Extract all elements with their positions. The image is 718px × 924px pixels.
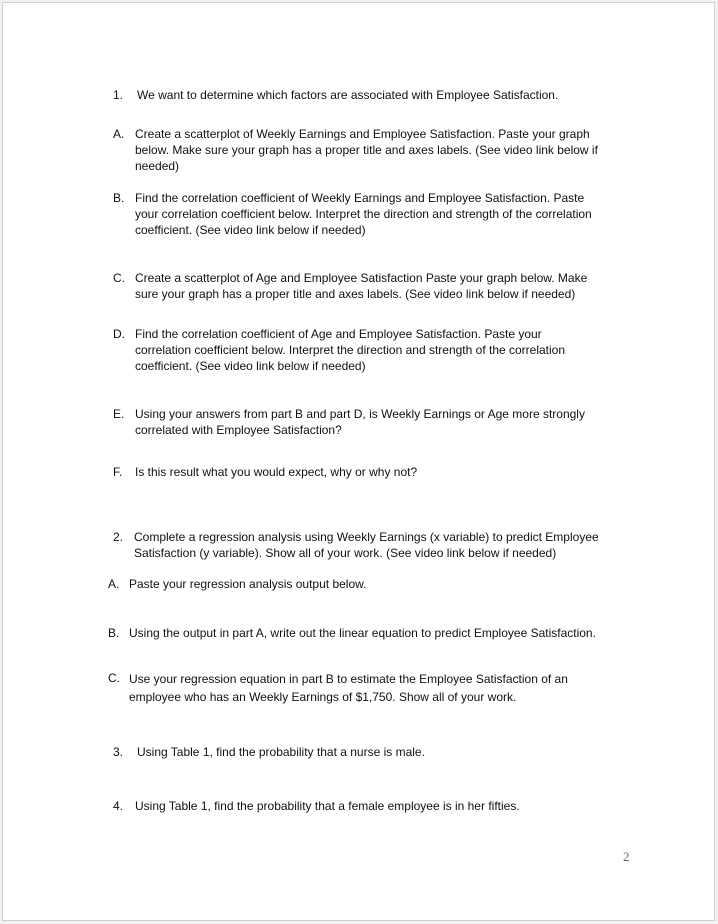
part-line: coefficient. (See video link below if needed)	[135, 359, 366, 373]
question-line: Satisfaction (y variable). Show all of your work. (See video link below if needed)	[134, 546, 557, 560]
question-line: Complete a regression analysis using Weekly Earnings (x variable) to predict Employee	[134, 530, 599, 544]
question-1-part-b	[113, 190, 592, 238]
part-letter: C.	[113, 271, 125, 285]
question-number: 2.	[113, 530, 124, 544]
document-page	[2, 2, 715, 921]
part-line: Is this result what you would expect, why or why not?	[135, 465, 418, 479]
question-4	[113, 798, 520, 814]
part-line: Create a scatterplot of Age and Employee Satisfaction Paste your graph below. Make	[135, 271, 588, 285]
part-line: coefficient. (See video link below if needed)	[135, 223, 366, 237]
question-text: Using Table 1, find the probability that a female employee is in her fifties.	[135, 799, 520, 813]
part-line: your correlation coefficient below. Interpret the direction and strength of the correlation	[135, 207, 592, 221]
question-1-part-f	[113, 464, 417, 480]
question-1-part-d	[113, 326, 565, 374]
part-line: Create a scatterplot of Weekly Earnings and Employee Satisfaction. Paste your graph	[135, 127, 590, 141]
question-1	[113, 87, 558, 103]
question-1-part-a	[113, 126, 598, 174]
question-2-part-a	[108, 576, 366, 592]
page-number: 2	[623, 849, 630, 864]
part-letter: F.	[113, 465, 123, 479]
question-number: 4.	[113, 799, 124, 813]
question-2-part-c	[108, 670, 568, 706]
part-line: sure your graph has a proper title and axes labels. (See video link below if needed)	[135, 287, 576, 301]
part-line: Using your answers from part B and part D, is Weekly Earnings or Age more strongly	[135, 407, 585, 421]
part-letter: E.	[113, 407, 125, 421]
part-line: Paste your regression analysis output below.	[129, 577, 367, 591]
part-line: correlated with Employee Satisfaction?	[135, 423, 342, 437]
question-3	[113, 744, 425, 760]
question-number: 1.	[113, 88, 124, 102]
question-number: 3.	[113, 745, 124, 759]
part-line: Use your regression equation in part B to estimate the Employee Satisfaction of an	[129, 672, 568, 686]
part-line: below. Make sure your graph has a proper title and axes labels. (See video link below if	[135, 143, 598, 157]
part-letter: D.	[113, 327, 125, 341]
part-line: correlation coefficient below. Interpret the direction and strength of the correlation	[135, 343, 566, 357]
part-line: employee who has an Weekly Earnings of $1,750. Show all of your work.	[129, 690, 517, 704]
question-1-part-e	[113, 406, 585, 438]
part-letter: A.	[113, 127, 125, 141]
part-letter: B.	[113, 191, 125, 205]
part-line: Using the output in part A, write out the linear equation to predict Employee Satisfaction.	[129, 626, 596, 640]
part-letter: A.	[108, 577, 120, 591]
question-1-part-c	[113, 270, 587, 302]
part-line: Find the correlation coefficient of Age and Employee Satisfaction. Paste your	[135, 327, 542, 341]
question-2	[113, 529, 599, 561]
question-2-part-b	[108, 625, 596, 641]
part-letter: B.	[108, 626, 120, 640]
question-text: Using Table 1, find the probability that a nurse is male.	[137, 745, 425, 759]
question-text: We want to determine which factors are associated with Employee Satisfaction.	[137, 88, 559, 102]
part-letter: C.	[108, 671, 120, 685]
part-line: Find the correlation coefficient of Weekly Earnings and Employee Satisfaction. Paste	[135, 191, 585, 205]
part-line: needed)	[135, 159, 180, 173]
